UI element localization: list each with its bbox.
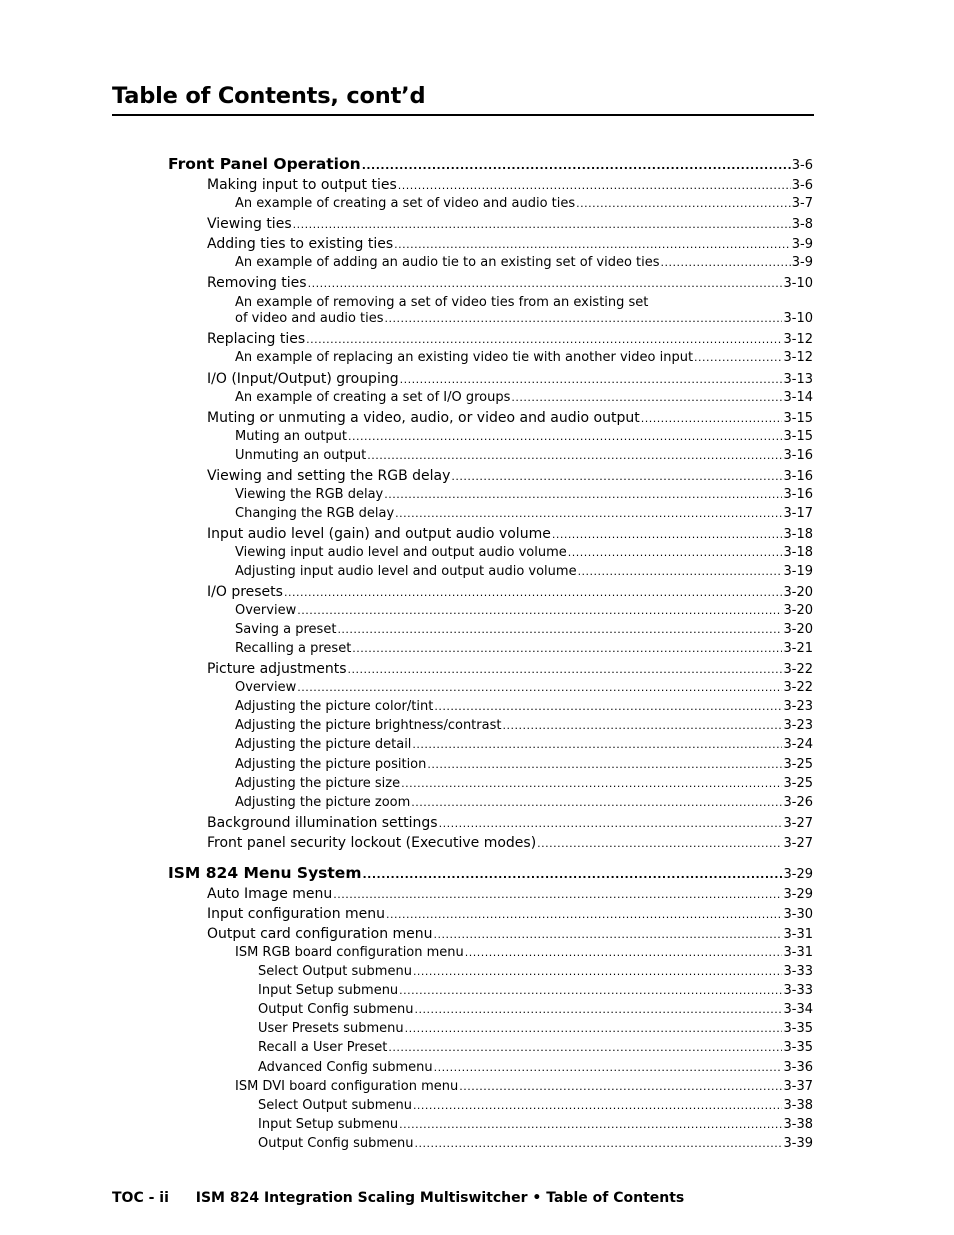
toc-entry-page: 3-12 — [783, 332, 813, 347]
toc-entry[interactable] — [207, 409, 813, 428]
toc-entry[interactable] — [207, 176, 813, 195]
dot-leader — [398, 177, 791, 195]
dot-leader — [434, 1059, 783, 1077]
toc-entry[interactable] — [235, 486, 813, 504]
toc-entry[interactable] — [235, 944, 813, 962]
toc-entry[interactable] — [258, 1059, 813, 1077]
toc-entry-label: Adjusting the picture zoom — [235, 795, 411, 810]
footer-page-number: TOC - ii — [112, 1190, 169, 1206]
toc-entry-label: Viewing ties — [207, 216, 292, 232]
dot-leader — [348, 661, 783, 679]
toc-entry[interactable] — [258, 1097, 813, 1115]
dot-leader — [411, 794, 782, 812]
toc-entry-page: 3-27 — [783, 836, 813, 851]
toc-entry-page: 3-9 — [791, 237, 813, 252]
dot-leader — [388, 1039, 782, 1057]
dot-leader — [413, 963, 783, 981]
toc-entry-page: 3-35 — [783, 1021, 813, 1036]
dot-leader — [337, 621, 782, 639]
toc-entry-label: Picture adjustments — [207, 661, 347, 677]
toc-entry[interactable] — [258, 1039, 813, 1057]
toc-entry[interactable] — [207, 235, 813, 254]
toc-entry[interactable] — [235, 756, 813, 774]
dot-leader — [661, 254, 791, 272]
toc-entry-label: of video and audio ties — [235, 311, 384, 326]
toc-entry[interactable] — [235, 195, 813, 213]
toc-entry-label: ISM 824 Menu System — [168, 864, 362, 882]
toc-entry[interactable] — [207, 274, 813, 293]
toc-entry-label: Adjusting the picture detail — [235, 737, 412, 752]
toc-entry-label: Viewing and setting the RGB delay — [207, 468, 451, 484]
toc-entry-page: 3-23 — [783, 718, 813, 733]
toc-entry-page: 3-29 — [783, 867, 813, 882]
toc-entry-page: 3-27 — [783, 816, 813, 831]
toc-entry-label: Replacing ties — [207, 331, 306, 347]
toc-entry-page: 3-25 — [783, 757, 813, 772]
dot-leader — [552, 526, 783, 544]
toc-entry-page: 3-29 — [783, 887, 813, 902]
toc-entry[interactable] — [235, 563, 813, 581]
toc-entry[interactable] — [207, 925, 813, 944]
toc-entry-page: 3-9 — [791, 255, 813, 270]
dot-leader — [400, 371, 783, 389]
dot-leader — [352, 640, 782, 658]
toc-entry[interactable] — [207, 834, 813, 853]
toc-entry-page: 3-33 — [783, 983, 813, 998]
toc-entry-label: Recall a User Preset — [258, 1040, 388, 1055]
dot-leader — [401, 775, 782, 793]
dot-leader — [348, 428, 782, 446]
toc-entry[interactable] — [207, 467, 813, 486]
dot-leader — [399, 1116, 782, 1134]
toc-entry[interactable] — [235, 1078, 813, 1096]
toc-entry-label: Saving a preset — [235, 622, 337, 637]
toc-entry[interactable] — [258, 1020, 813, 1038]
dot-leader — [367, 447, 782, 465]
toc-entry-page: 3-6 — [791, 178, 813, 193]
toc-entry-page: 3-20 — [783, 603, 813, 618]
toc-entry-page: 3-23 — [783, 699, 813, 714]
toc-entry-page: 3-15 — [783, 429, 813, 444]
toc-entry-page: 3-26 — [783, 795, 813, 810]
dot-leader — [511, 389, 782, 407]
toc-entry-label: Adjusting the picture color/tint — [235, 699, 434, 714]
toc-entry[interactable] — [207, 215, 813, 234]
toc-entry-page: 3-18 — [783, 527, 813, 542]
toc-entry-label: Adjusting the picture position — [235, 757, 427, 772]
toc-entry-label: Overview — [235, 680, 297, 695]
toc-entry-page: 3-39 — [783, 1136, 813, 1151]
toc-entry-page: 3-21 — [783, 641, 813, 656]
toc-entry-label: Select Output submenu — [258, 1098, 412, 1113]
toc-entry-page: 3-20 — [783, 585, 813, 600]
toc-entry-label: Adjusting the picture brightness/contrast — [235, 718, 502, 733]
toc-entry-page: 3-13 — [783, 372, 813, 387]
toc-entry-label: I/O (Input/Output) grouping — [207, 371, 399, 387]
toc-entry-page: 3-17 — [783, 506, 813, 521]
dot-leader — [362, 866, 782, 884]
dot-leader — [434, 698, 782, 716]
toc-entry[interactable] — [235, 679, 813, 697]
toc-entry-label: Advanced Config submenu — [258, 1060, 433, 1075]
toc-entry-label: Changing the RGB delay — [235, 506, 395, 521]
dot-leader — [297, 679, 782, 697]
dot-leader — [384, 486, 782, 504]
toc-entry[interactable] — [207, 814, 813, 833]
toc-entry-page: 3-20 — [783, 622, 813, 637]
dot-leader — [362, 157, 791, 175]
toc-entry-page: 3-34 — [783, 1002, 813, 1017]
dot-leader — [386, 906, 782, 924]
toc-entry-label: Front panel security lockout (Executive modes) — [207, 835, 537, 851]
toc-entry-label: Viewing input audio level and output audio volume — [235, 545, 567, 560]
toc-entry-label: An example of creating a set of video and audio ties — [235, 196, 576, 211]
toc-entry-page: 3-14 — [783, 390, 813, 405]
toc-entry-page: 3-22 — [783, 662, 813, 677]
toc-entry[interactable] — [207, 330, 813, 349]
toc-entry-label: I/O presets — [207, 584, 283, 600]
toc-entry-page: 3-30 — [783, 907, 813, 922]
toc-entry-page: 3-33 — [783, 964, 813, 979]
dot-leader — [306, 331, 782, 349]
toc-entry-page: 3-19 — [783, 564, 813, 579]
dot-leader — [434, 926, 783, 944]
dot-leader — [394, 236, 791, 254]
toc-entry[interactable] — [235, 794, 813, 812]
toc-entry-page: 3-35 — [783, 1040, 813, 1055]
toc-entry-label: Muting or unmuting a video, audio, or video and audio output — [207, 410, 640, 426]
dot-leader — [385, 310, 783, 328]
toc-entry[interactable] — [207, 583, 813, 602]
toc-section-heading[interactable] — [168, 864, 813, 884]
dot-leader — [412, 736, 782, 754]
dot-leader — [405, 1020, 783, 1038]
toc-entry[interactable] — [235, 428, 813, 446]
toc-entry-label: Output Config submenu — [258, 1136, 414, 1151]
toc-entry-page: 3-16 — [783, 469, 813, 484]
dot-leader — [451, 468, 782, 486]
toc-entry-page: 3-25 — [783, 776, 813, 791]
toc-entry-label: Input Setup submenu — [258, 1117, 399, 1132]
toc-entry-page: 3-16 — [783, 448, 813, 463]
toc-entry-page: 3-8 — [791, 217, 813, 232]
dot-leader — [333, 886, 782, 904]
dot-leader — [641, 410, 783, 428]
toc-entry[interactable] — [258, 1116, 813, 1134]
toc-entry-label: Auto Image menu — [207, 886, 333, 902]
footer-text: ISM 824 Integration Scaling Multiswitcher • Table of Contents — [195, 1190, 685, 1206]
dot-leader — [576, 195, 791, 213]
toc-entry[interactable] — [207, 885, 813, 904]
toc-entry[interactable] — [207, 370, 813, 389]
toc-entry-label: Input configuration menu — [207, 906, 386, 922]
toc-entry[interactable] — [235, 505, 813, 523]
toc-entry-label: ISM DVI board configuration menu — [235, 1079, 459, 1094]
toc-entry-label: ISM RGB board configuration menu — [235, 945, 464, 960]
toc-entry-page: 3-15 — [783, 411, 813, 426]
toc-entry[interactable] — [258, 1001, 813, 1019]
toc-entry[interactable] — [235, 698, 813, 716]
dot-leader — [413, 1097, 783, 1115]
toc-entry-label: Unmuting an output — [235, 448, 367, 463]
toc-entry[interactable] — [258, 963, 813, 981]
dot-leader — [415, 1001, 783, 1019]
dot-leader — [694, 349, 782, 367]
toc-entry-label: An example of replacing an existing video tie with another video input — [235, 350, 694, 365]
toc-entry-label: An example of creating a set of I/O groups — [235, 390, 511, 405]
toc-entry-page: 3-37 — [783, 1079, 813, 1094]
toc-entry-label: Input audio level (gain) and output audio volume — [207, 526, 551, 542]
toc-entry[interactable] — [235, 736, 813, 754]
toc-entry[interactable] — [207, 525, 813, 544]
toc-entry-label: Output Config submenu — [258, 1002, 414, 1017]
toc-entry-label: Input Setup submenu — [258, 983, 399, 998]
dot-leader — [568, 544, 783, 562]
toc-entry-page: 3-10 — [783, 276, 813, 291]
dot-leader — [439, 815, 783, 833]
dot-leader — [465, 944, 783, 962]
dot-leader — [415, 1135, 783, 1153]
toc-entry[interactable] — [235, 254, 813, 272]
toc-entry-label: Viewing the RGB delay — [235, 487, 384, 502]
toc-entry-label: Adjusting input audio level and output audio volume — [235, 564, 577, 579]
toc-entry[interactable] — [235, 640, 813, 658]
page-footer — [112, 1190, 684, 1206]
toc-section-heading[interactable] — [168, 155, 813, 175]
dot-leader — [427, 756, 782, 774]
toc-entry[interactable] — [235, 349, 813, 367]
toc-entry[interactable] — [235, 544, 813, 562]
toc-entry[interactable] — [258, 982, 813, 1000]
toc-entry-page: 3-18 — [783, 545, 813, 560]
toc-entry-page: 3-10 — [783, 311, 813, 326]
toc-entry-label: Output card configuration menu — [207, 926, 433, 942]
dot-leader — [284, 584, 783, 602]
toc-entry-label: User Presets submenu — [258, 1021, 404, 1036]
toc-entry-label: Removing ties — [207, 275, 307, 291]
toc-entry-label: Front Panel Operation — [168, 155, 361, 173]
toc-entry-page: 3-16 — [783, 487, 813, 502]
dot-leader — [578, 563, 783, 581]
dot-leader — [293, 216, 791, 234]
toc-entry[interactable] — [235, 389, 813, 407]
toc-entry-label: Muting an output — [235, 429, 348, 444]
toc-entry-page: 3-24 — [783, 737, 813, 752]
toc-entry[interactable] — [235, 310, 813, 328]
toc-entry-page: 3-38 — [783, 1117, 813, 1132]
toc-entry-first-line: An example of removing a set of video ties from an existing set — [235, 295, 649, 310]
toc-entry[interactable] — [235, 621, 813, 639]
toc-entry-label: Adding ties to existing ties — [207, 236, 394, 252]
toc-entry-page: 3-31 — [783, 927, 813, 942]
toc-entry-label: Background illumination settings — [207, 815, 438, 831]
toc-entry-page: 3-36 — [783, 1060, 813, 1075]
toc-entry-page: 3-7 — [791, 196, 813, 211]
toc-entry[interactable] — [235, 717, 813, 735]
dot-leader — [297, 602, 782, 620]
toc-entry-page: 3-31 — [783, 945, 813, 960]
toc-entry[interactable] — [207, 905, 813, 924]
toc-entry-label: Overview — [235, 603, 297, 618]
dot-leader — [537, 835, 782, 853]
dot-leader — [395, 505, 782, 523]
toc-entry[interactable] — [258, 1135, 813, 1153]
toc-entry-page: 3-12 — [783, 350, 813, 365]
dot-leader — [459, 1078, 782, 1096]
toc-entry-label: Recalling a preset — [235, 641, 352, 656]
toc-entry[interactable] — [235, 775, 813, 793]
toc-entry-label: Making input to output ties — [207, 177, 397, 193]
dot-leader — [308, 275, 783, 293]
dot-leader — [399, 982, 782, 1000]
page-title: Table of Contents, cont’d — [112, 82, 814, 116]
toc-entry-label: Adjusting the picture size — [235, 776, 401, 791]
toc-entry[interactable] — [235, 602, 813, 620]
toc-entry-page: 3-22 — [783, 680, 813, 695]
dot-leader — [502, 717, 782, 735]
toc-entry[interactable] — [207, 660, 813, 679]
toc-entry-label: Select Output submenu — [258, 964, 412, 979]
toc-entry-page: 3-6 — [791, 158, 813, 173]
toc-entry[interactable] — [235, 447, 813, 465]
toc-entry-label: An example of adding an audio tie to an existing set of video ties — [235, 255, 660, 270]
toc-entry-page: 3-38 — [783, 1098, 813, 1113]
